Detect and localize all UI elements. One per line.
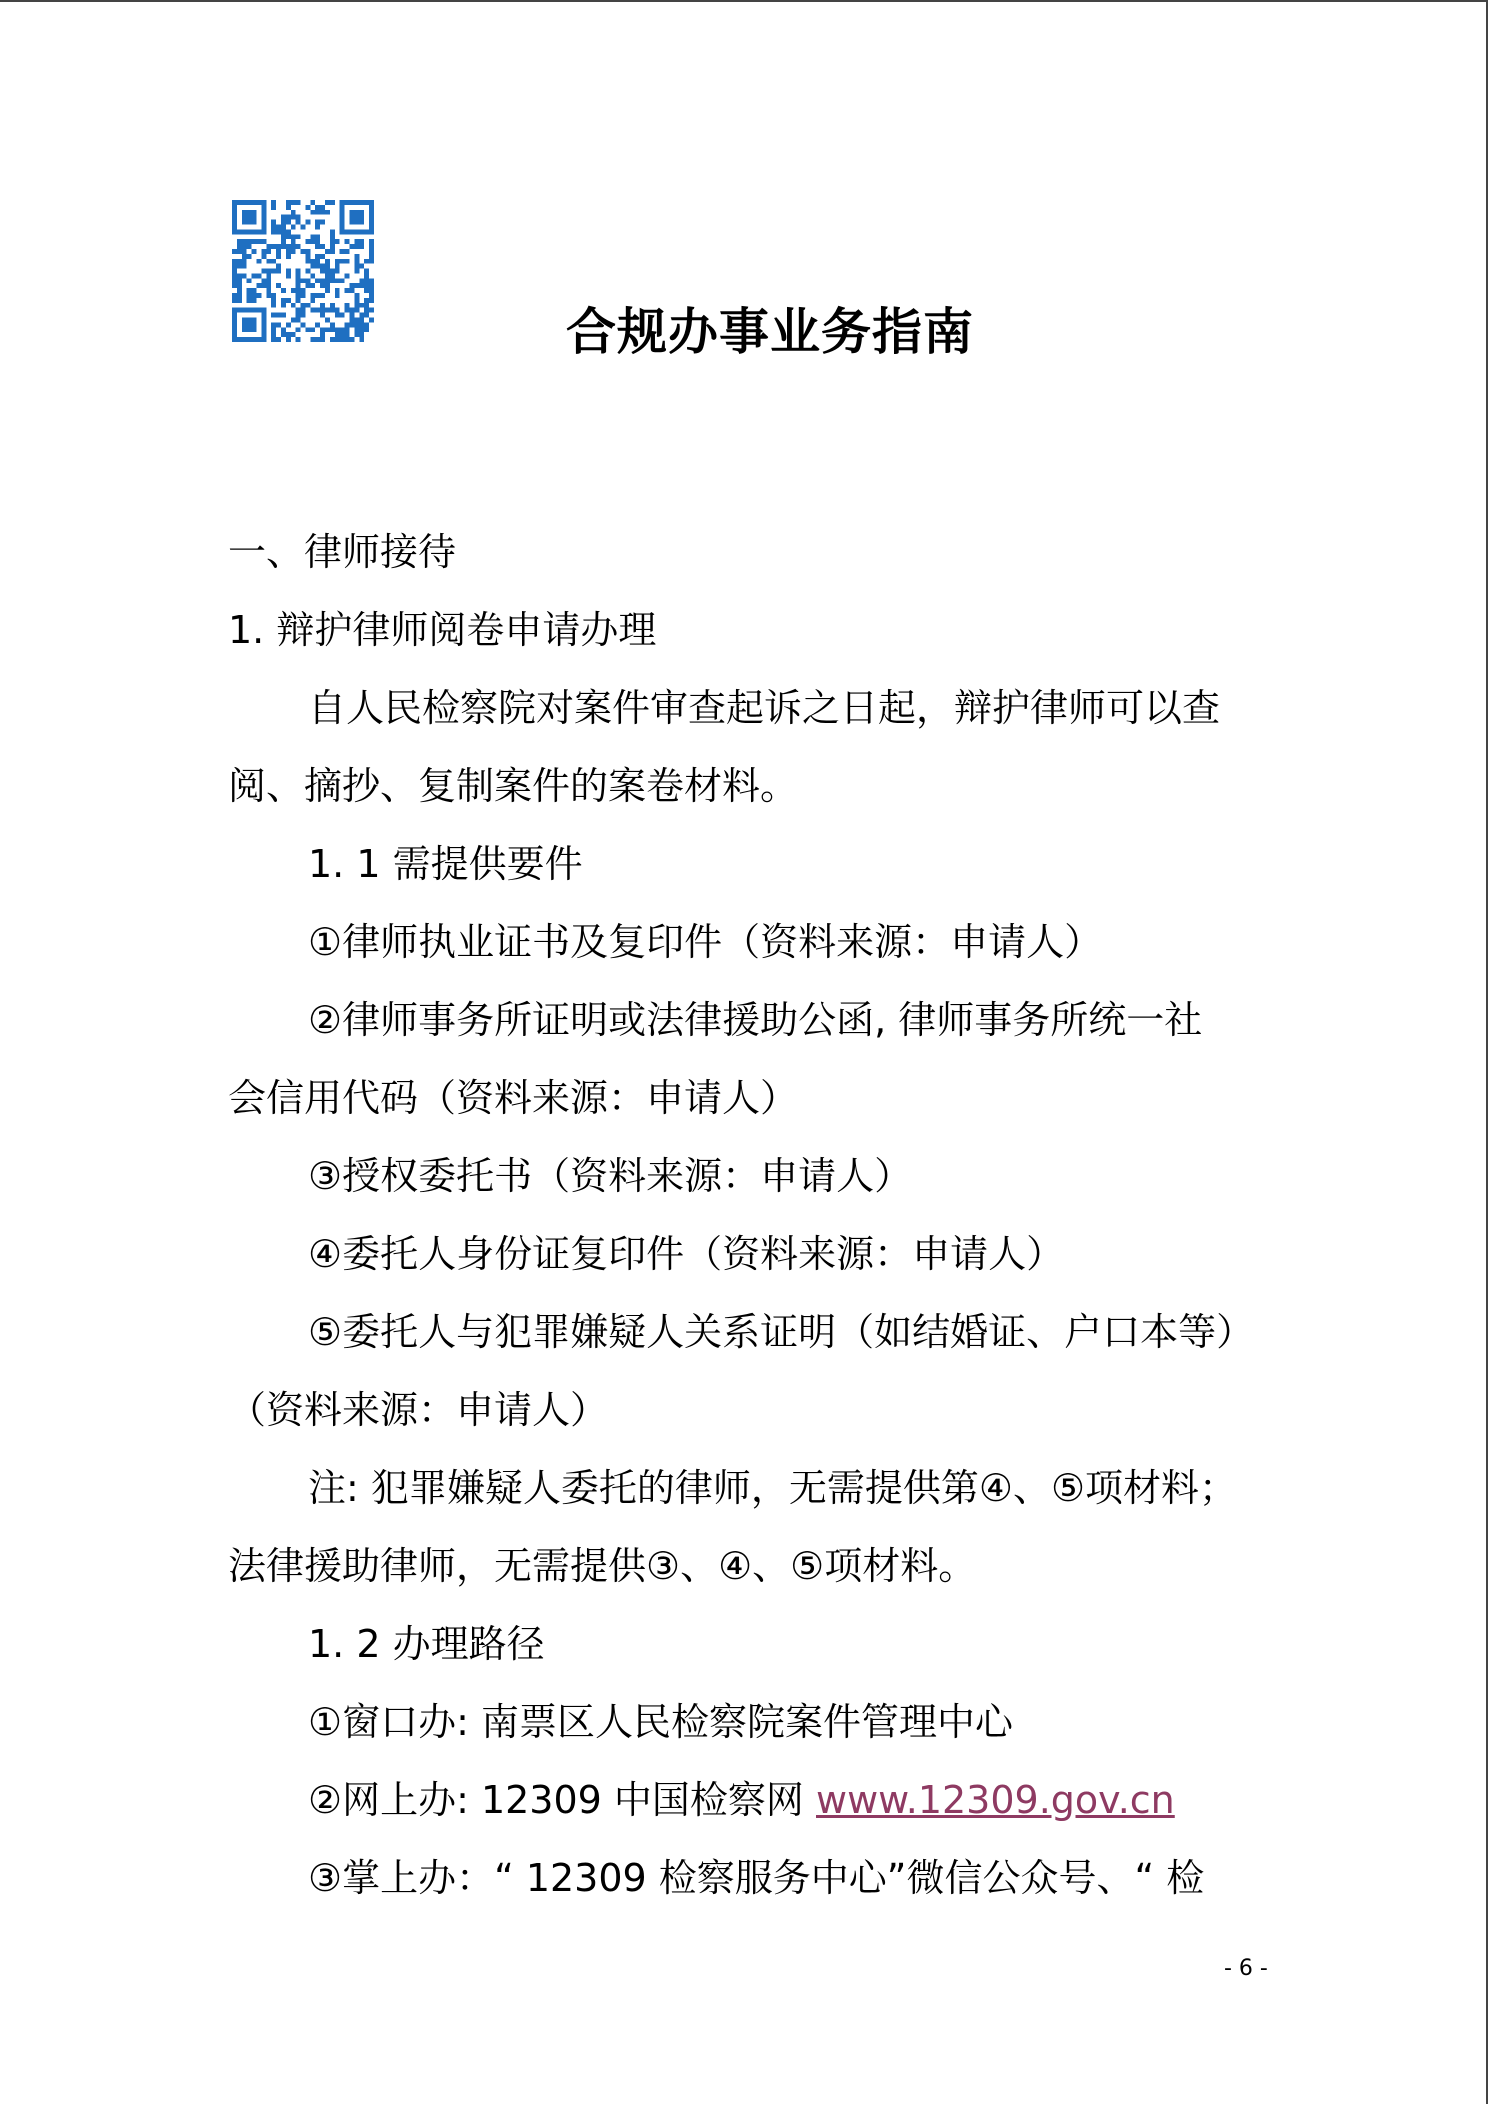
requirement-item-continued: （资料来源：申请人） bbox=[228, 1388, 609, 1432]
paragraph-line: 自人民检察院对案件审查起诉之日起，辩护律师可以查 bbox=[308, 686, 1221, 730]
requirement-item-continued: 会信用代码（资料来源：申请人） bbox=[228, 1076, 799, 1120]
route-item-text: ②网上办: 12309 中国检察网 bbox=[308, 1778, 816, 1822]
requirement-item: ③授权委托书（资料来源：申请人） bbox=[308, 1154, 913, 1198]
route-item: ①窗口办: 南票区人民检察院案件管理中心 bbox=[308, 1700, 1013, 1744]
note-line: 法律援助律师，无需提供③、④、⑤项材料。 bbox=[228, 1544, 977, 1588]
requirement-item: ⑤委托人与犯罪嫌疑人关系证明（如结婚证、户口本等） bbox=[308, 1310, 1255, 1354]
requirements-heading: 1. 1 需提供要件 bbox=[308, 842, 583, 886]
requirement-item: ④委托人身份证复印件（资料来源：申请人） bbox=[308, 1232, 1065, 1276]
website-link[interactable]: www.12309.gov.cn bbox=[816, 1778, 1175, 1822]
subsection-heading: 1. 辩护律师阅卷申请办理 bbox=[228, 608, 657, 652]
requirement-item: ②律师事务所证明或法律援助公函, 律师事务所统一社 bbox=[308, 998, 1203, 1042]
route-item bbox=[308, 1778, 1175, 1822]
paragraph-line: 阅、摘抄、复制案件的案卷材料。 bbox=[228, 764, 799, 808]
route-item: ③掌上办：“ 12309 检察服务中心”微信公众号、“ 检 bbox=[308, 1856, 1205, 1900]
note-line: 注: 犯罪嫌疑人委托的律师，无需提供第④、⑤项材料； bbox=[308, 1466, 1238, 1510]
page-title: 合规办事业务指南 bbox=[566, 303, 974, 361]
section-heading: 一、律师接待 bbox=[228, 530, 457, 574]
page-number: - 6 - bbox=[1224, 1956, 1268, 1981]
route-heading: 1. 2 办理路径 bbox=[308, 1622, 545, 1666]
requirement-item: ①律师执业证书及复印件（资料来源：申请人） bbox=[308, 920, 1103, 964]
